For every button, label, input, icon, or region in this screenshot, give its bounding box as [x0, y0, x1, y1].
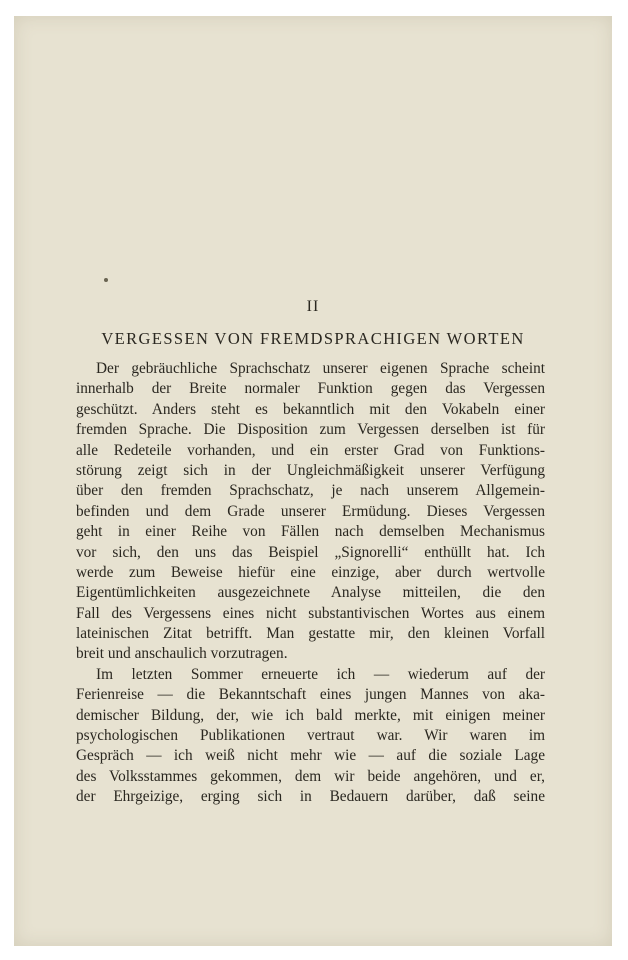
text-line: Eigentümlichkeiten ausgezeichnete Analyse mitteilen, die den — [76, 584, 545, 602]
text-line: Ferienreise — die Bekanntschaft eines jungen Mannes von aka- — [76, 686, 545, 704]
text-line: psychologischen Publikationen vertraut war. Wir waren im — [76, 727, 545, 745]
ink-spot — [104, 278, 108, 282]
text-line: des Volksstammes gekommen, dem wir beide angehören, und er, — [76, 767, 545, 785]
text-line: vor sich, den uns das Beispiel „Signorelli“ enthüllt hat. Ich — [76, 543, 545, 561]
paragraph-1 — [76, 359, 545, 665]
text-line: lateinischen Zitat betrifft. Man gestatte mir, den kleinen Vorfall — [76, 625, 545, 643]
text-line: breit und anschaulich vorzutragen. — [76, 645, 288, 663]
text-line: alle Redeteile vorhanden, und ein erster Grad von Funktions- — [76, 441, 545, 459]
book-page — [14, 16, 612, 946]
body-text — [76, 359, 545, 808]
text-line: Im letzten Sommer erneuerte ich — wiederum auf der — [96, 665, 545, 683]
text-line: störung zeigt sich in der Ungleichmäßigkeit unserer Verfügung — [76, 461, 545, 479]
paragraph-2 — [76, 665, 545, 808]
text-line: Der gebräuchliche Sprachschatz unserer eigenen Sprache scheint — [96, 360, 545, 377]
text-line: demischer Bildung, der, wie ich bald merkte, mit einigen meiner — [76, 706, 545, 724]
text-line: geschützt. Anders steht es bekanntlich mit den Vokabeln einer — [76, 400, 545, 418]
chapter-number: II — [306, 298, 320, 315]
text-line: der Ehrgeizige, erging sich in Bedauern darüber, daß seine — [76, 788, 545, 806]
text-line: Fall des Vergessens eines nicht substantivischen Wortes aus einem — [76, 604, 545, 622]
text-line: Gespräch — ich weiß nicht mehr wie — auf die soziale Lage — [76, 747, 545, 765]
text-line: befinden und dem Grade unserer Ermüdung. Dieses Vergessen — [76, 502, 545, 520]
text-line: über den fremden Sprachschatz, je nach unserem Allgemein- — [76, 482, 545, 500]
text-line: werde zum Beweise hiefür eine einzige, aber durch wertvolle — [76, 563, 545, 581]
chapter-title: VERGESSEN VON FREMDSPRACHIGEN WORTEN — [101, 329, 525, 348]
text-line: geht in einer Reihe von Fällen nach demselben Mechanismus — [76, 523, 545, 541]
text-line: innerhalb der Breite normaler Funktion gegen das Vergessen — [76, 380, 545, 398]
text-line: fremden Sprache. Die Disposition zum Vergessen derselben ist für — [76, 421, 545, 439]
